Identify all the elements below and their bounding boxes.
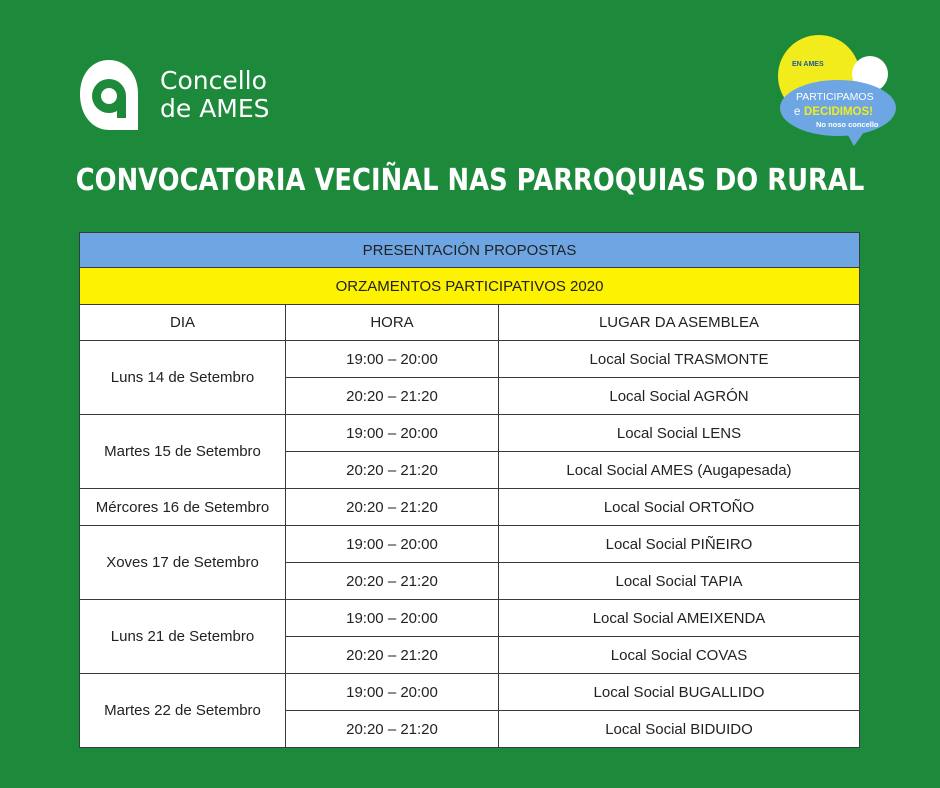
cell-day: Luns 21 de Setembro xyxy=(80,600,286,674)
header-lugar: LUGAR DA ASEMBLEA xyxy=(499,305,860,341)
table-row xyxy=(80,415,860,452)
cell-place: Local Social BUGALLIDO xyxy=(499,674,860,711)
badge-en-ames: EN AMES xyxy=(792,61,824,68)
table-row xyxy=(80,341,860,378)
badge-e: e xyxy=(794,106,801,118)
badge-participamos: PARTICIPAMOS xyxy=(796,91,874,103)
concello-logo xyxy=(78,58,270,132)
logo-line-2: de AMES xyxy=(160,94,270,123)
page-title: CONVOCATORIA VECIÑAL NAS PARROQUIAS DO RURAL xyxy=(75,163,865,198)
cell-place: Local Social TRASMONTE xyxy=(499,341,860,378)
cell-place: Local Social AMEIXENDA xyxy=(499,600,860,637)
table-row xyxy=(80,526,860,563)
cell-place: Local Social BIDUIDO xyxy=(499,711,860,748)
cell-day: Martes 22 de Setembro xyxy=(80,674,286,748)
cell-place: Local Social ORTOÑO xyxy=(499,489,860,526)
header-hora: HORA xyxy=(286,305,499,341)
cell-place: Local Social COVAS xyxy=(499,637,860,674)
cell-day: Martes 15 de Setembro xyxy=(80,415,286,489)
cell-day: Xoves 17 de Setembro xyxy=(80,526,286,600)
cell-hour: 20:20 – 21:20 xyxy=(286,489,499,526)
cell-hour: 20:20 – 21:20 xyxy=(286,563,499,600)
schedule-table xyxy=(79,232,860,748)
cell-place: Local Social PIÑEIRO xyxy=(499,526,860,563)
table-row xyxy=(80,674,860,711)
cell-hour: 19:00 – 20:00 xyxy=(286,674,499,711)
cell-place: Local Social AMES (Augapesada) xyxy=(499,452,860,489)
banner-presentacion: PRESENTACIÓN PROPOSTAS xyxy=(80,233,860,268)
cell-hour: 19:00 – 20:00 xyxy=(286,526,499,563)
badge-no-noso: No noso concello xyxy=(816,120,879,129)
cell-hour: 19:00 – 20:00 xyxy=(286,341,499,378)
concello-a-icon xyxy=(78,58,140,132)
cell-place: Local Social TAPIA xyxy=(499,563,860,600)
table-row xyxy=(80,600,860,637)
participamos-badge xyxy=(772,24,904,148)
cell-hour: 19:00 – 20:00 xyxy=(286,415,499,452)
cell-day: Mércores 16 de Setembro xyxy=(80,489,286,526)
banner-orzamentos: ORZAMENTOS PARTICIPATIVOS 2020 xyxy=(80,268,860,305)
cell-hour: 20:20 – 21:20 xyxy=(286,378,499,415)
cell-hour: 20:20 – 21:20 xyxy=(286,452,499,489)
badge-decidimos: DECIDIMOS! xyxy=(804,106,873,118)
cell-day: Luns 14 de Setembro xyxy=(80,341,286,415)
cell-hour: 20:20 – 21:20 xyxy=(286,637,499,674)
logo-line-1: Concello xyxy=(160,66,267,95)
cell-hour: 19:00 – 20:00 xyxy=(286,600,499,637)
cell-place: Local Social AGRÓN xyxy=(499,378,860,415)
cell-place: Local Social LENS xyxy=(499,415,860,452)
header-dia: DIA xyxy=(80,305,286,341)
table-row xyxy=(80,489,860,526)
cell-hour: 20:20 – 21:20 xyxy=(286,711,499,748)
